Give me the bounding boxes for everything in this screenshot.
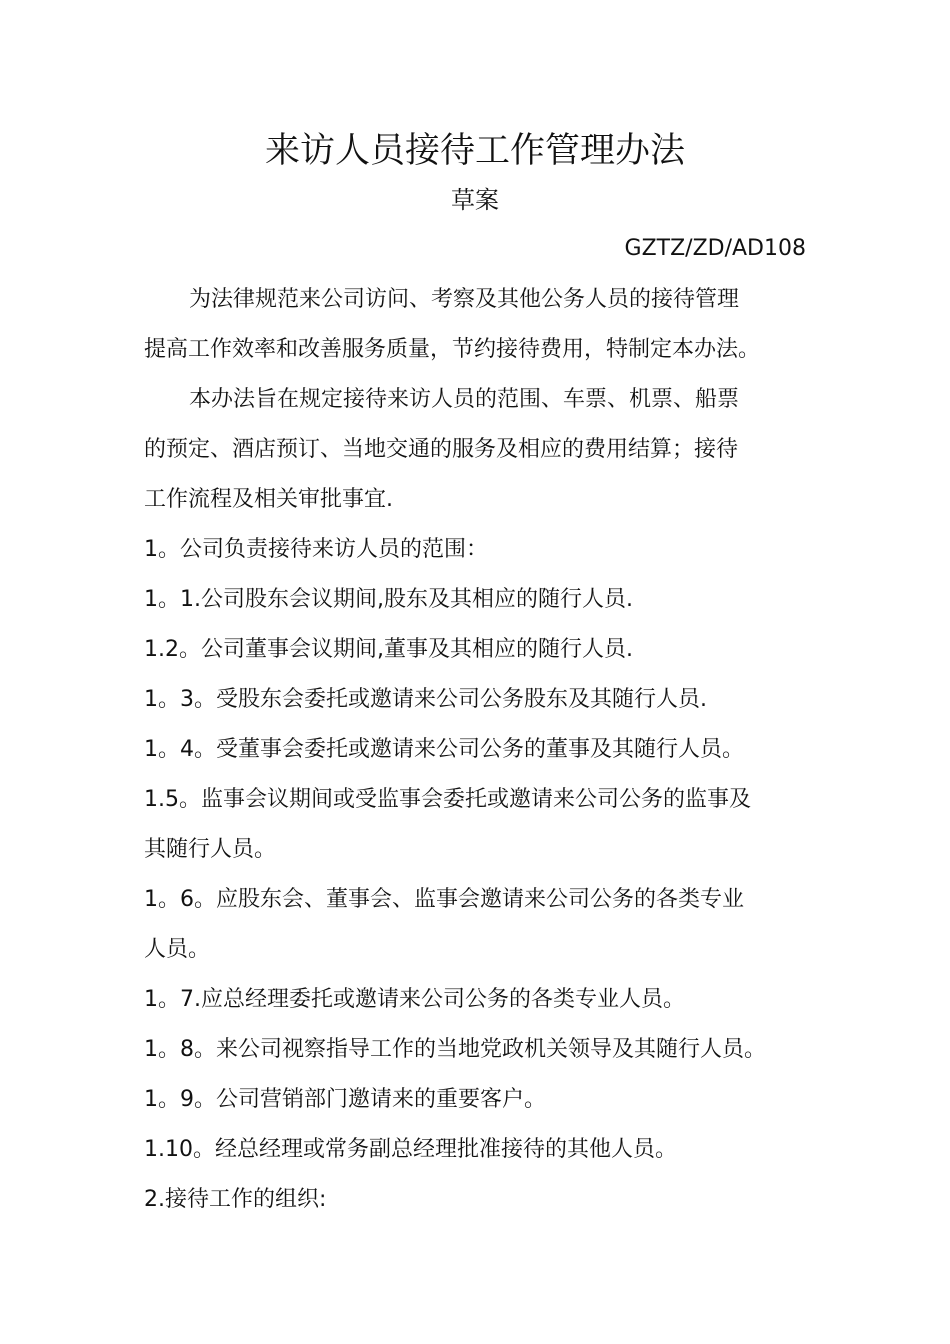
document-line: 1。6。应股东会、董事会、监事会邀请来公司公务的各类专业 <box>144 887 744 912</box>
document-line: 1.5。监事会议期间或受监事会委托或邀请来公司公务的监事及 <box>144 787 751 812</box>
document-line: 1。1.公司股东会议期间,股东及其相应的随行人员. <box>144 587 633 612</box>
document-line: 人员。 <box>144 937 211 962</box>
document-line: 1。公司负责接待来访人员的范围： <box>144 537 488 562</box>
document-line: 1。9。公司营销部门邀请来的重要客户。 <box>144 1087 546 1112</box>
document-line: 1。4。受董事会委托或邀请来公司公务的董事及其随行人员。 <box>144 737 744 762</box>
document-line: 2.接待工作的组织: <box>144 1187 327 1212</box>
document-title: 来访人员接待工作管理办法 <box>264 131 685 171</box>
document-body <box>144 275 808 1225</box>
document-line: 为法律规范来公司访问、考察及其他公务人员的接待管理 <box>189 287 740 312</box>
document-line: 其随行人员。 <box>144 837 277 862</box>
document-line: 1。8。来公司视察指导工作的当地党政机关领导及其随行人员。 <box>144 1037 766 1062</box>
document-line: 1.10。经总经理或常务副总经理批准接待的其他人员。 <box>144 1137 677 1162</box>
document-subtitle: 草案 <box>451 186 499 214</box>
document-line: 1。3。受股东会委托或邀请来公司公务股东及其随行人员. <box>144 687 707 712</box>
document-line: 提高工作效率和改善服务质量，节约接待费用，特制定本办法。 <box>144 337 761 362</box>
document-line: 工作流程及相关审批事宜. <box>144 487 393 512</box>
document-line: 1.2。公司董事会议期间,董事及其相应的随行人员. <box>144 637 633 662</box>
document-line: 1。7.应总经理委托或邀请来公司公务的各类专业人员。 <box>144 987 685 1012</box>
document-code: GZTZ/ZD/AD108 <box>624 236 806 261</box>
document-line: 的预定、酒店预订、当地交通的服务及相应的费用结算；接待 <box>144 437 739 462</box>
document-line: 本办法旨在规定接待来访人员的范围、车票、机票、船票 <box>189 387 740 412</box>
